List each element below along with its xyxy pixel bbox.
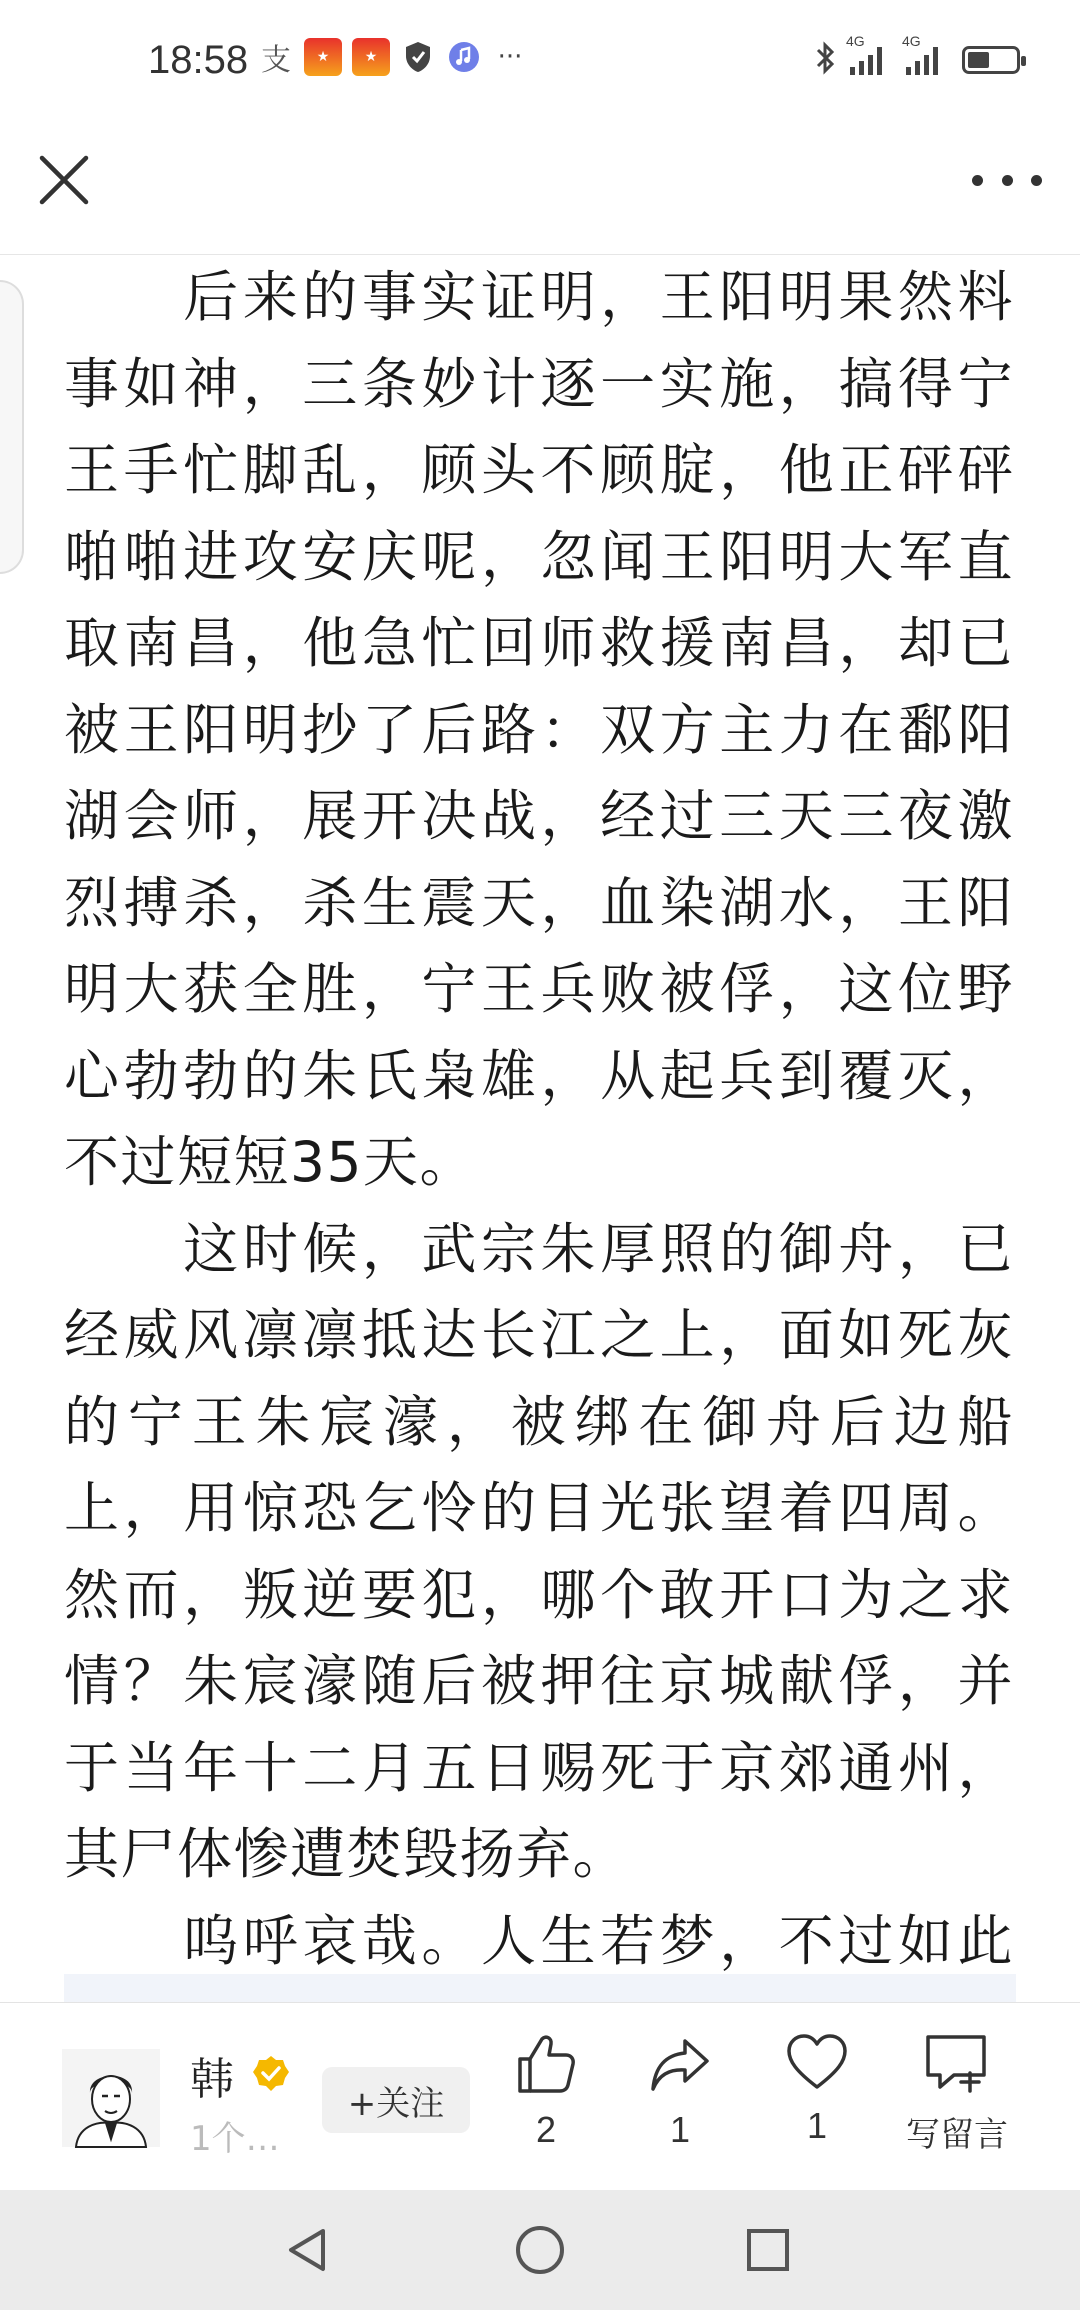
share-icon bbox=[649, 2033, 711, 2095]
article-image-top-edge[interactable] bbox=[64, 1974, 1016, 2004]
signal-4g-icon bbox=[902, 33, 938, 75]
more-horizontal-icon bbox=[1031, 175, 1042, 186]
write-comment-label: 写留言 bbox=[906, 2115, 1008, 2155]
more-button[interactable] bbox=[972, 160, 1042, 200]
close-button[interactable] bbox=[34, 150, 94, 210]
recents-icon bbox=[743, 2225, 793, 2275]
system-nav-bar bbox=[0, 2190, 1080, 2310]
write-comment-button[interactable] bbox=[892, 2033, 1022, 2156]
bluetooth-icon bbox=[814, 40, 836, 80]
verified-badge-icon bbox=[252, 2055, 290, 2093]
app-badge-icon: ★ bbox=[304, 38, 342, 76]
network-type-label: 4G bbox=[902, 33, 921, 49]
author-avatar[interactable] bbox=[62, 2049, 160, 2147]
side-drawer-handle[interactable] bbox=[0, 280, 24, 574]
battery-icon bbox=[962, 46, 1020, 74]
alipay-icon: 支 bbox=[261, 43, 291, 78]
battery-level bbox=[968, 52, 989, 68]
like-button[interactable] bbox=[486, 2033, 606, 2151]
status-bar bbox=[0, 0, 1080, 120]
article-paragraph: 这时候，武宗朱厚照的御舟，已经威风凛凛抵达长江之上，面如死灰的宁王朱宸濠，被绑在御舟后边船上，用惊恐乞怜的目光张望着四周。然而，叛逆要犯，哪个敢开口为之求情？朱宸濠随后被押往京城献俘，并于当年十二月五日赐死于京郊通州，其尸体惨遭焚毁扬弃。 bbox=[64, 1216, 1014, 1886]
more-horizontal-icon bbox=[1002, 175, 1013, 186]
network-type-label: 4G bbox=[846, 33, 865, 49]
follow-button[interactable]: +关注 bbox=[322, 2067, 470, 2133]
back-icon bbox=[283, 2225, 333, 2275]
status-time: 18:58 bbox=[148, 38, 249, 82]
favorite-button[interactable] bbox=[757, 2033, 877, 2147]
shield-icon bbox=[400, 39, 436, 75]
more-horizontal-icon bbox=[972, 175, 983, 186]
nav-back-button[interactable] bbox=[278, 2220, 338, 2280]
home-icon bbox=[513, 2223, 567, 2277]
thumbs-up-icon bbox=[516, 2033, 576, 2095]
comment-icon bbox=[924, 2033, 990, 2093]
app-badge-icon: ★ bbox=[352, 38, 390, 76]
nav-home-button[interactable] bbox=[510, 2220, 570, 2280]
music-icon bbox=[446, 39, 482, 75]
heart-icon bbox=[786, 2033, 848, 2091]
close-icon bbox=[34, 150, 94, 210]
article-paragraph: 后来的事实证明，王阳明果然料事如神，三条妙计逐一实施，搞得宁王手忙脚乱，顾头不顾腚，他正砰砰啪啪进攻安庆呢，忽闻王阳明大军直取南昌，他急忙回师救援南昌，却已被王阳明抄了后路：双方主力在鄱阳湖会师，展开决战，经过三天三夜激烈搏杀，杀生震天，血染湖水，王阳明大获全胜，宁王兵败被俘，这位野心勃勃的朱氏枭雄，从起兵到覆灭，不过短短35天。 bbox=[64, 265, 1014, 1194]
favorite-count: 1 bbox=[806, 2105, 828, 2146]
article-body bbox=[64, 254, 1014, 2000]
status-icons-right bbox=[814, 33, 1020, 80]
share-count: 1 bbox=[669, 2109, 691, 2150]
top-bar bbox=[0, 120, 1080, 255]
author-name[interactable]: 韩 bbox=[190, 2054, 234, 2105]
status-icons-left bbox=[258, 38, 528, 76]
author-subtitle: 1个… bbox=[190, 2119, 280, 2159]
action-bar bbox=[0, 2002, 1080, 2191]
like-count: 2 bbox=[535, 2109, 557, 2150]
share-button[interactable] bbox=[620, 2033, 740, 2151]
signal-4g-icon bbox=[846, 33, 882, 75]
nav-recents-button[interactable] bbox=[738, 2220, 798, 2280]
more-notifications-icon: ··· bbox=[497, 42, 523, 72]
avatar-portrait-icon bbox=[62, 2049, 160, 2147]
article-paragraph: 呜呼哀哉。人生若梦，不过如此 bbox=[183, 1908, 1014, 1973]
